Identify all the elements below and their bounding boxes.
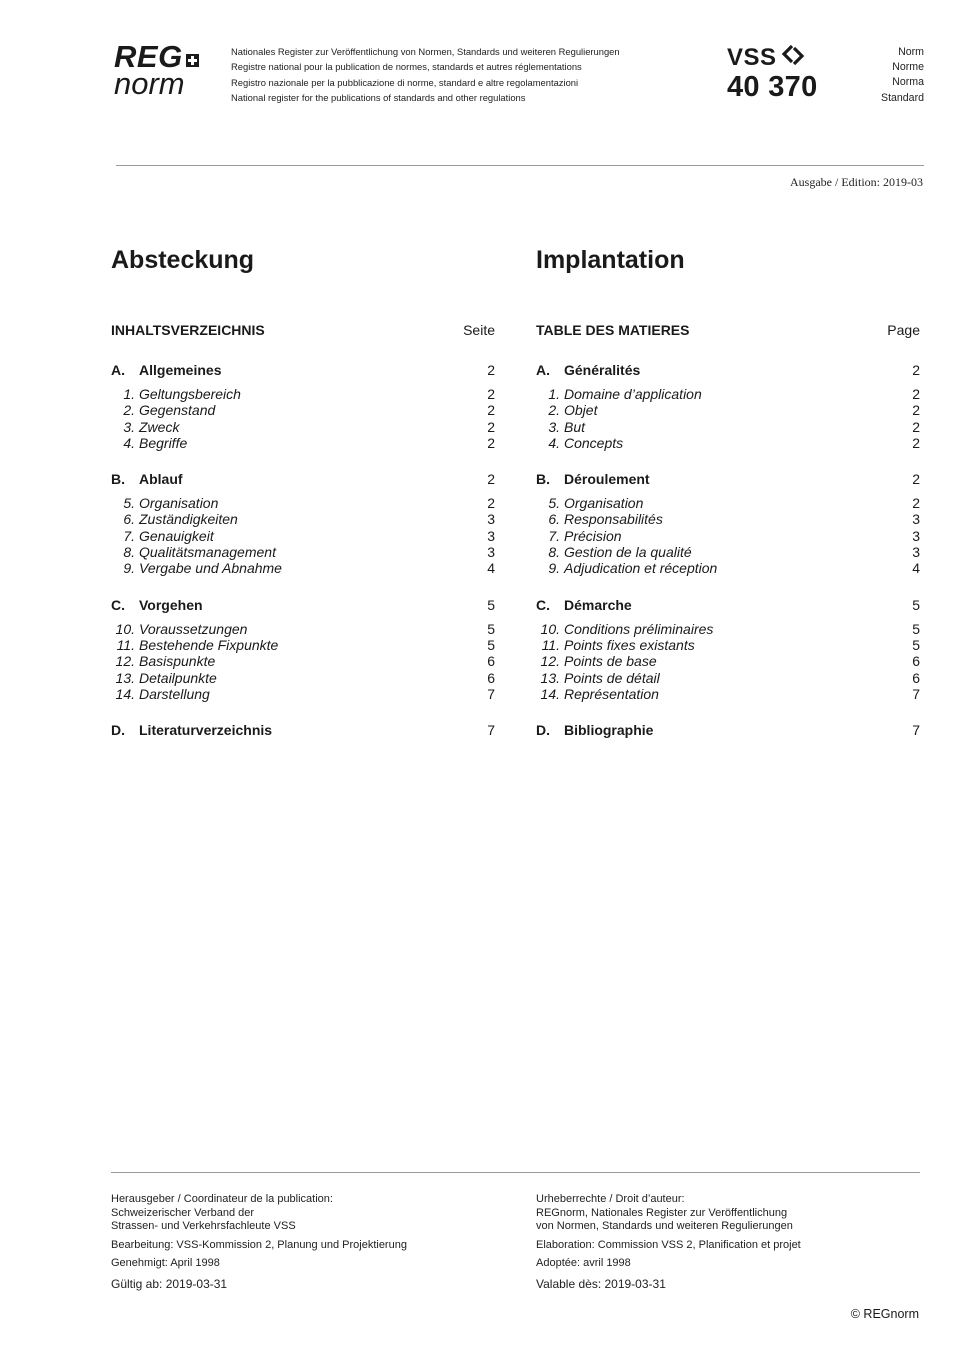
toc-item xyxy=(536,435,920,451)
toc-item-number: 14. xyxy=(115,685,135,702)
toc-item-page: 4 xyxy=(912,560,920,577)
editing-de: Bearbeitung: VSS-Kommission 2, Planung und Projektierung xyxy=(111,1238,407,1251)
toc-item xyxy=(111,386,495,402)
toc-item-number: 3. xyxy=(123,418,135,435)
toc-item-label xyxy=(111,528,214,544)
toc-item xyxy=(111,670,495,686)
footer-left xyxy=(111,1193,511,1291)
header-divider xyxy=(116,165,924,166)
toc-item-text: Basispunkte xyxy=(139,653,216,670)
toc-item-text: Voraussetzungen xyxy=(139,620,248,637)
toc-item xyxy=(536,544,920,560)
section-name: Ablauf xyxy=(139,471,183,488)
norm-labels xyxy=(881,45,924,106)
valid-from-fr: Valable dès: 2019-03-31 xyxy=(536,1276,666,1291)
toc-item xyxy=(536,419,920,435)
toc-item-number: 3. xyxy=(548,418,560,435)
toc-item-page: 2 xyxy=(487,386,495,402)
toc-item-number: 2. xyxy=(123,402,135,419)
toc-item-page: 3 xyxy=(487,544,495,561)
register-line-en: National register for the publications of standards and other regulations xyxy=(231,91,526,103)
toc-item-label xyxy=(536,386,702,402)
toc-item-text: Detailpunkte xyxy=(139,669,217,686)
section-title-row xyxy=(536,597,920,617)
toc-item-label xyxy=(111,544,276,560)
toc-item-label xyxy=(111,670,217,686)
toc-item-label xyxy=(111,435,187,451)
section-letter: D. xyxy=(536,722,550,739)
toc-item-label xyxy=(536,544,692,560)
toc-item xyxy=(536,560,920,576)
copyright-block xyxy=(536,1193,936,1234)
toc-item-text: Bestehende Fixpunkte xyxy=(139,636,279,653)
toc-item xyxy=(111,544,495,560)
toc-item-label xyxy=(536,653,657,669)
toc-item-text: Organisation xyxy=(139,495,219,512)
toc-item-label xyxy=(536,402,597,418)
footer-divider xyxy=(111,1172,920,1173)
section-name: Démarche xyxy=(564,596,632,613)
section-title-row xyxy=(111,471,495,491)
toc-item-page: 2 xyxy=(912,434,920,451)
section-letter: B. xyxy=(536,471,550,488)
toc-item-label xyxy=(111,511,238,527)
copyright-notice: © REGnorm xyxy=(850,1307,919,1321)
toc-header xyxy=(111,322,495,342)
toc-item-page: 5 xyxy=(487,620,495,637)
toc-item-number: 8. xyxy=(123,544,135,561)
toc-item-text: Responsabilités xyxy=(564,511,663,528)
section-title-row xyxy=(536,722,920,742)
toc-item-number: 9. xyxy=(548,560,560,577)
section-page: 2 xyxy=(487,471,495,488)
toc-item xyxy=(111,621,495,637)
edition-date: Ausgabe / Edition: 2019-03 xyxy=(790,175,923,189)
toc-item-text: But xyxy=(564,418,586,435)
toc-item-page: 3 xyxy=(487,511,495,528)
toc-section xyxy=(111,597,495,702)
toc-item-text: Zweck xyxy=(139,418,180,435)
toc-item-label xyxy=(111,637,278,653)
approved-fr: Adoptée: avril 1998 xyxy=(536,1257,631,1269)
toc-item-page: 5 xyxy=(912,636,920,653)
toc-item-page: 2 xyxy=(912,386,920,402)
section-title-row xyxy=(536,362,920,382)
section-title-row xyxy=(111,362,495,382)
toc-item-text: Organisation xyxy=(564,495,644,512)
section-name: Literaturverzeichnis xyxy=(139,722,273,739)
section-title xyxy=(111,471,183,491)
toc-item-page: 2 xyxy=(487,434,495,451)
copyright-line: von Normen, Standards und weiteren Regulierungen xyxy=(536,1220,793,1232)
section-name: Allgemeines xyxy=(139,362,222,378)
norm-label-fr: Norme xyxy=(892,61,924,74)
toc-item-number: 13. xyxy=(540,669,560,686)
toc-item-page: 2 xyxy=(912,418,920,435)
toc-de xyxy=(111,322,495,746)
toc-item-page: 7 xyxy=(912,685,920,702)
toc-item xyxy=(111,402,495,418)
toc-heading: INHALTSVERZEICHNIS xyxy=(111,322,265,338)
copyright-line: Urheberrechte / Droit d’auteur: xyxy=(536,1193,685,1205)
toc-item-page: 3 xyxy=(912,544,920,561)
toc-item-text: Représentation xyxy=(564,685,659,702)
toc-item-number: 6. xyxy=(123,511,135,528)
toc-item-text: Begriffe xyxy=(139,434,188,451)
toc-item-number: 10. xyxy=(540,620,560,637)
section-name: Généralités xyxy=(564,362,641,378)
toc-item xyxy=(536,386,920,402)
section-title xyxy=(111,722,272,742)
toc-item xyxy=(536,670,920,686)
toc-item xyxy=(111,560,495,576)
toc-item-label xyxy=(536,621,713,637)
toc-item xyxy=(111,653,495,669)
toc-item-label xyxy=(111,495,218,511)
section-page: 5 xyxy=(912,596,920,613)
toc-item-label xyxy=(536,637,695,653)
toc-item xyxy=(111,419,495,435)
toc-item-label xyxy=(111,560,282,576)
toc-item-number: 8. xyxy=(548,544,560,561)
toc-item-text: Concepts xyxy=(564,434,624,451)
toc-item-page: 2 xyxy=(487,495,495,512)
toc-item-page: 2 xyxy=(487,402,495,419)
toc-item-page: 3 xyxy=(912,527,920,544)
toc-item-label xyxy=(111,386,241,402)
toc-item-label xyxy=(536,511,663,527)
toc-item-number: 14. xyxy=(540,685,560,702)
vss-label: VSS xyxy=(727,44,777,71)
toc-item-page: 6 xyxy=(487,653,495,670)
standard-number: 40 370 xyxy=(727,71,818,103)
toc-item-text: Gestion de la qualité xyxy=(564,544,692,561)
toc-item-number: 12. xyxy=(540,653,560,670)
toc-item xyxy=(536,637,920,653)
toc-item-text: Darstellung xyxy=(139,685,210,702)
publisher-block xyxy=(111,1193,511,1234)
copyright-line: REGnorm, Nationales Register zur Veröffentlichung xyxy=(536,1206,788,1219)
valid-from-de: Gültig ab: 2019-03-31 xyxy=(111,1276,228,1291)
toc-item-text: Gegenstand xyxy=(139,402,216,419)
toc-item-number: 7. xyxy=(548,527,560,544)
section-page: 2 xyxy=(912,362,920,378)
toc-item xyxy=(111,686,495,702)
toc-item-text: Points de base xyxy=(564,653,657,670)
toc-item-number: 1. xyxy=(123,386,135,402)
toc-item-text: Points de détail xyxy=(564,669,660,686)
vss-logo xyxy=(727,44,837,102)
toc-item xyxy=(536,402,920,418)
toc-item xyxy=(536,495,920,511)
toc-item-label xyxy=(536,419,585,435)
editing-fr: Elaboration: Commission VSS 2, Planification et projet xyxy=(536,1238,801,1251)
title-de: Absteckung xyxy=(111,246,255,274)
toc-item xyxy=(111,495,495,511)
toc-item-number: 5. xyxy=(548,495,560,512)
toc-item-label xyxy=(536,686,659,702)
page-column-heading: Seite xyxy=(463,322,495,338)
section-title xyxy=(536,722,653,742)
toc-section xyxy=(536,362,920,451)
toc-item-page: 2 xyxy=(487,418,495,435)
toc-item xyxy=(111,435,495,451)
toc-item-page: 3 xyxy=(487,527,495,544)
section-page: 2 xyxy=(912,471,920,488)
register-line-fr: Registre national pour la publication de normes, standards et autres réglementations xyxy=(231,61,582,73)
toc-item xyxy=(536,528,920,544)
toc-item-number: 6. xyxy=(548,511,560,528)
section-title xyxy=(536,362,640,382)
toc-item-number: 5. xyxy=(123,495,135,512)
toc-item-text: Points fixes existants xyxy=(564,636,695,653)
toc-item xyxy=(111,511,495,527)
toc-item-text: Objet xyxy=(564,402,598,419)
toc-fr xyxy=(536,322,920,746)
section-title-row xyxy=(111,597,495,617)
norm-label-en: Standard xyxy=(881,91,924,104)
logo-reg-text: REG xyxy=(114,39,183,74)
page-column-heading: Page xyxy=(887,322,920,338)
section-title xyxy=(536,471,650,491)
vss-arrows-icon xyxy=(780,44,806,72)
toc-item-label xyxy=(536,528,622,544)
section-letter: C. xyxy=(536,596,550,613)
toc-item-page: 6 xyxy=(912,653,920,670)
toc-section xyxy=(536,471,920,576)
toc-item-page: 7 xyxy=(487,685,495,702)
toc-item-label xyxy=(111,653,215,669)
section-letter: B. xyxy=(111,471,125,488)
toc-item xyxy=(111,528,495,544)
approved-de: Genehmigt: April 1998 xyxy=(111,1257,220,1269)
toc-item-text: Vergabe und Abnahme xyxy=(139,560,282,577)
toc-item-number: 13. xyxy=(115,669,135,686)
toc-item-page: 3 xyxy=(912,511,920,528)
toc-item xyxy=(536,511,920,527)
toc-item-label xyxy=(111,419,179,435)
toc-item xyxy=(536,686,920,702)
toc-item-label xyxy=(536,560,717,576)
section-letter: D. xyxy=(111,722,125,739)
section-name: Bibliographie xyxy=(564,722,654,739)
register-description xyxy=(231,44,671,105)
section-page: 5 xyxy=(487,596,495,613)
toc-item-text: Qualitätsmanagement xyxy=(139,544,276,561)
publisher-line: Strassen- und Verkehrsfachleute VSS xyxy=(111,1220,296,1232)
toc-item-page: 2 xyxy=(912,495,920,512)
publisher-line: Schweizerischer Verband der xyxy=(111,1206,255,1219)
section-name: Vorgehen xyxy=(139,596,203,613)
toc-item-page: 5 xyxy=(487,636,495,653)
toc-item xyxy=(111,637,495,653)
section-title-row xyxy=(536,471,920,491)
toc-item xyxy=(536,653,920,669)
toc-item-page: 6 xyxy=(912,669,920,686)
register-line-it: Registro nazionale per la pubblicazione di norme, standard e altre regolamentazioni xyxy=(231,76,579,88)
section-letter: C. xyxy=(111,596,125,613)
toc-item-number: 2. xyxy=(548,402,560,419)
toc-item-number: 11. xyxy=(116,636,135,653)
toc-item-text: Domaine d’application xyxy=(564,386,702,402)
toc-item-text: Conditions préliminaires xyxy=(564,620,714,637)
footer-right xyxy=(536,1193,936,1291)
section-letter: A. xyxy=(111,362,125,378)
publisher-line: Herausgeber / Coordinateur de la publication: xyxy=(111,1193,333,1205)
toc-item-page: 5 xyxy=(912,620,920,637)
toc-section xyxy=(111,722,495,742)
section-letter: A. xyxy=(536,362,550,378)
section-title xyxy=(111,597,203,617)
toc-item-text: Précision xyxy=(564,527,622,544)
toc-item-number: 4. xyxy=(548,434,560,451)
logo-norm-text: norm xyxy=(114,66,185,101)
toc-item-number: 7. xyxy=(123,527,135,544)
toc-item-number: 10. xyxy=(115,620,135,637)
toc-item-number: 9. xyxy=(123,560,135,577)
toc-section xyxy=(111,362,495,451)
toc-item-label xyxy=(111,402,215,418)
toc-item-text: Adjudication et réception xyxy=(564,560,718,577)
section-page: 2 xyxy=(487,362,495,378)
section-page: 7 xyxy=(912,722,920,739)
toc-section xyxy=(536,722,920,742)
toc-item-page: 4 xyxy=(487,560,495,577)
section-title xyxy=(111,362,221,382)
toc-item-label xyxy=(111,686,210,702)
toc-item-page: 2 xyxy=(912,402,920,419)
toc-item-label xyxy=(536,495,643,511)
toc-item-label xyxy=(536,670,660,686)
section-title-row xyxy=(111,722,495,742)
section-title xyxy=(536,597,632,617)
register-line-de: Nationales Register zur Veröffentlichung von Normen, Standards und weiteren Regulierungen xyxy=(231,46,620,57)
toc-section xyxy=(111,471,495,576)
toc-item-text: Geltungsbereich xyxy=(139,386,241,402)
toc-item-number: 1. xyxy=(548,386,560,402)
norm-label-it: Norma xyxy=(892,76,924,89)
toc-item-text: Zuständigkeiten xyxy=(139,511,238,528)
regnorm-logo xyxy=(114,39,214,101)
toc-item-label xyxy=(536,435,623,451)
toc-item-label xyxy=(111,621,247,637)
toc-item-page: 6 xyxy=(487,669,495,686)
toc-heading: TABLE DES MATIERES xyxy=(536,322,690,338)
section-page: 7 xyxy=(487,722,495,739)
title-fr: Implantation xyxy=(536,246,685,274)
swiss-cross-icon xyxy=(186,54,199,67)
toc-item-number: 11. xyxy=(541,636,560,653)
toc-section xyxy=(536,597,920,702)
toc-item-number: 4. xyxy=(123,434,135,451)
toc-item-number: 12. xyxy=(115,653,135,670)
toc-item xyxy=(536,621,920,637)
toc-header xyxy=(536,322,920,342)
norm-label-de: Norm xyxy=(898,46,924,58)
section-name: Déroulement xyxy=(564,471,650,488)
toc-item-text: Genauigkeit xyxy=(139,527,214,544)
